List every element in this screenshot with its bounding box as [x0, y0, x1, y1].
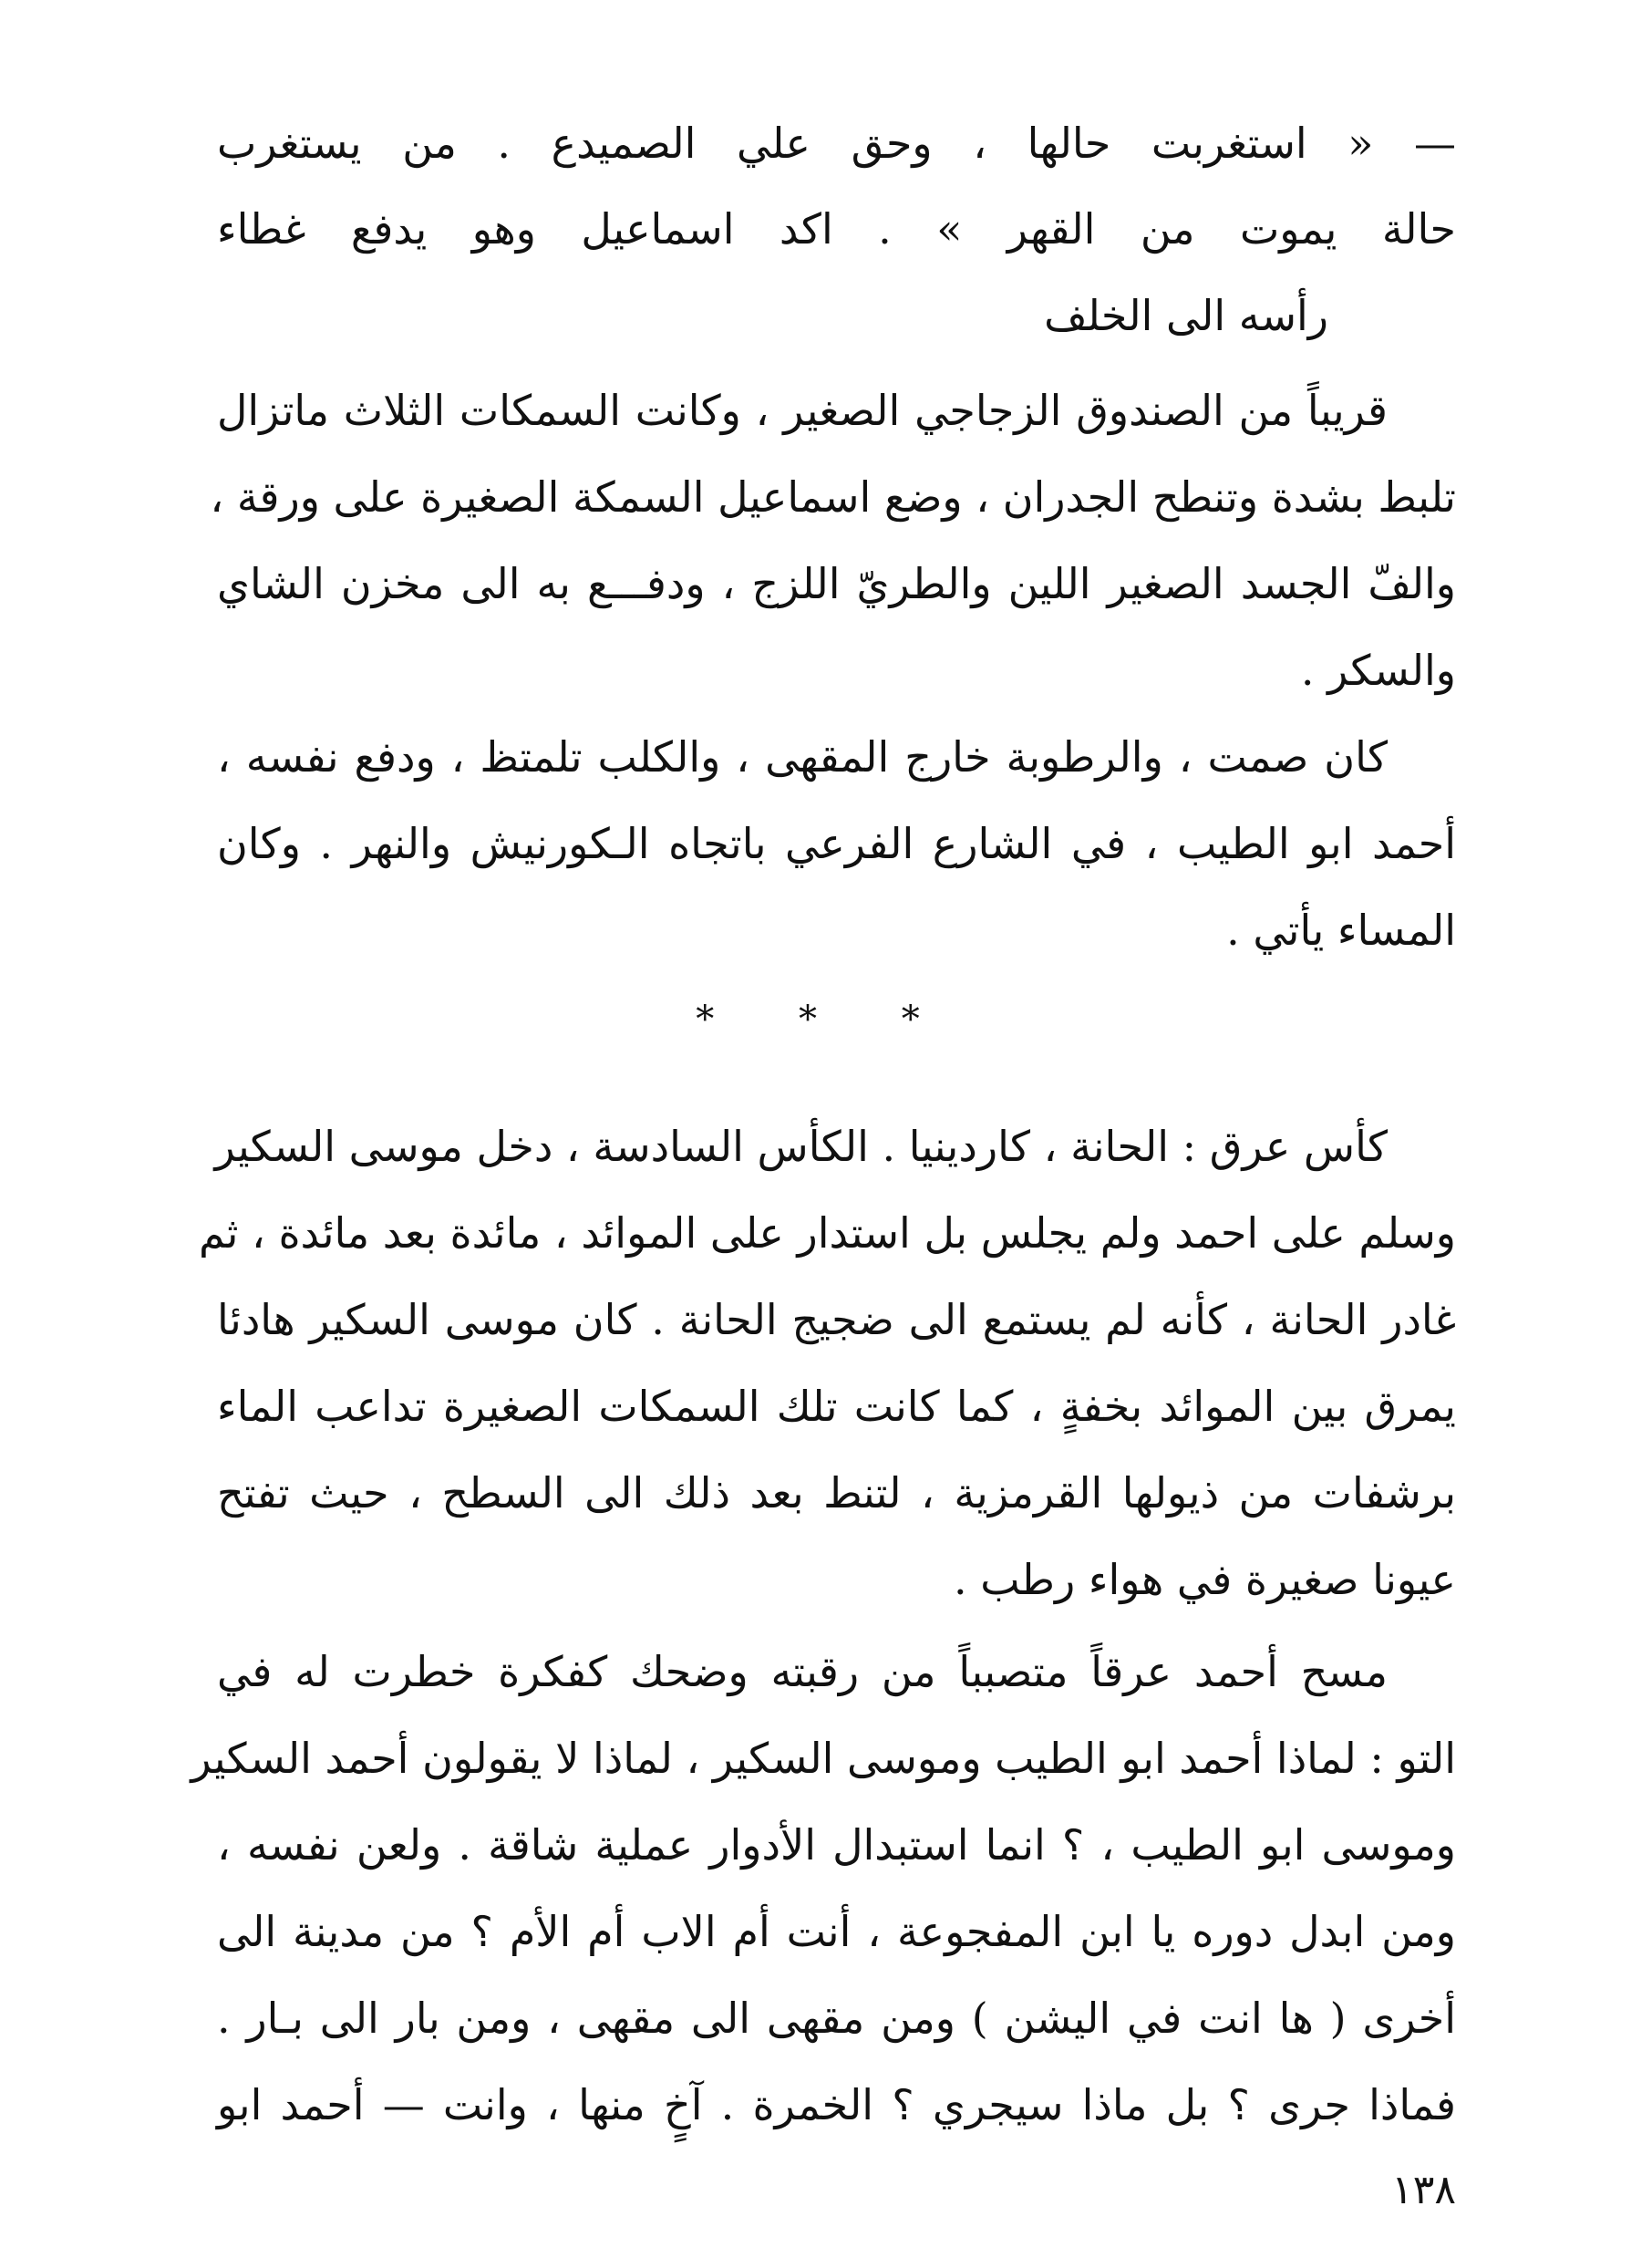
- page-number: ١٣٨: [1391, 2167, 1456, 2213]
- text-line: كان صمت ، والرطوبة خارج المقهى ، والكلب تلمتظ ، ودفع نفسه ،: [217, 732, 1388, 782]
- section-separator: * * *: [696, 999, 956, 1041]
- text-line: وسلم على احمد ولم يجلس بل استدار على الموائد ، مائدة بعد مائدة ، ثم: [198, 1208, 1456, 1258]
- text-line: — « استغربت حالها ، وحق علي الصميدع . من يستغرب: [217, 119, 1456, 168]
- text-line: أحمد ابو الطيب ، في الشارع الفرعي باتجاه الـكورنيش والنهر . وكان: [217, 819, 1456, 868]
- text-line: غادر الحانة ، كأنه لم يستمع الى ضجيج الحانة . كان موسى السكير هادئا: [217, 1295, 1456, 1344]
- text-line: المساء يأتي .: [1226, 906, 1456, 955]
- text-line: فماذا جرى ؟ بل ماذا سيجري ؟ الخمرة . آخٍ منها ، وانت — أحمد ابو: [217, 2080, 1457, 2129]
- text-line: والفّ الجسد الصغير اللين والطريّ اللزج ، ودفـــع به الى مخزن الشاي: [217, 559, 1456, 608]
- text-line: برشفات من ذيولها القرمزية ، لتنط بعد ذلك الى السطح ، حيث تفتح: [217, 1468, 1456, 1517]
- text-line: والسكر .: [1300, 646, 1456, 695]
- text-line: قريباً من الصندوق الزجاجي الصغير ، وكانت السمكات الثلاث ماتزال: [217, 386, 1388, 435]
- text-line: كأس عرق : الحانة ، كاردينيا . الكأس السادسة ، دخل موسى السكير: [214, 1122, 1388, 1171]
- text-line: أخرى ( ها انت في اليشن ) ومن مقهى الى مقهى ، ومن بار الى بـار .: [217, 1994, 1456, 2043]
- text-line: يمرق بين الموائد بخفةٍ ، كما كانت تلك السمكات الصغيرة تداعب الماء: [217, 1382, 1456, 1431]
- text-line: رأسه الى الخلف: [1044, 291, 1328, 340]
- text-line: مسح أحمد عرقاً متصبباً من رقبته وضحك كفكرة خطرت له في: [217, 1647, 1388, 1696]
- text-line: ومن ابدل دوره يا ابن المفجوعة ، أنت أم الاب أم الأم ؟ من مدينة الى: [217, 1907, 1457, 1956]
- text-line: تلبط بشدة وتنطح الجدران ، وضع اسماعيل السمكة الصغيرة على ورقة ،: [210, 472, 1456, 522]
- text-line: وموسى ابو الطيب ، ؟ انما استبدال الأدوار عملية شاقة . ولعن نفسه ،: [217, 1820, 1456, 1870]
- text-line: حالة يموت من القهر » . اكد اسماعيل وهو يدفع غطاء: [217, 204, 1456, 254]
- text-line: عيونا صغيرة في هواء رطب .: [953, 1555, 1456, 1604]
- text-line: التو : لماذا أحمد ابو الطيب وموسى السكير ، لماذا لا يقولون أحمد السكير: [191, 1734, 1456, 1783]
